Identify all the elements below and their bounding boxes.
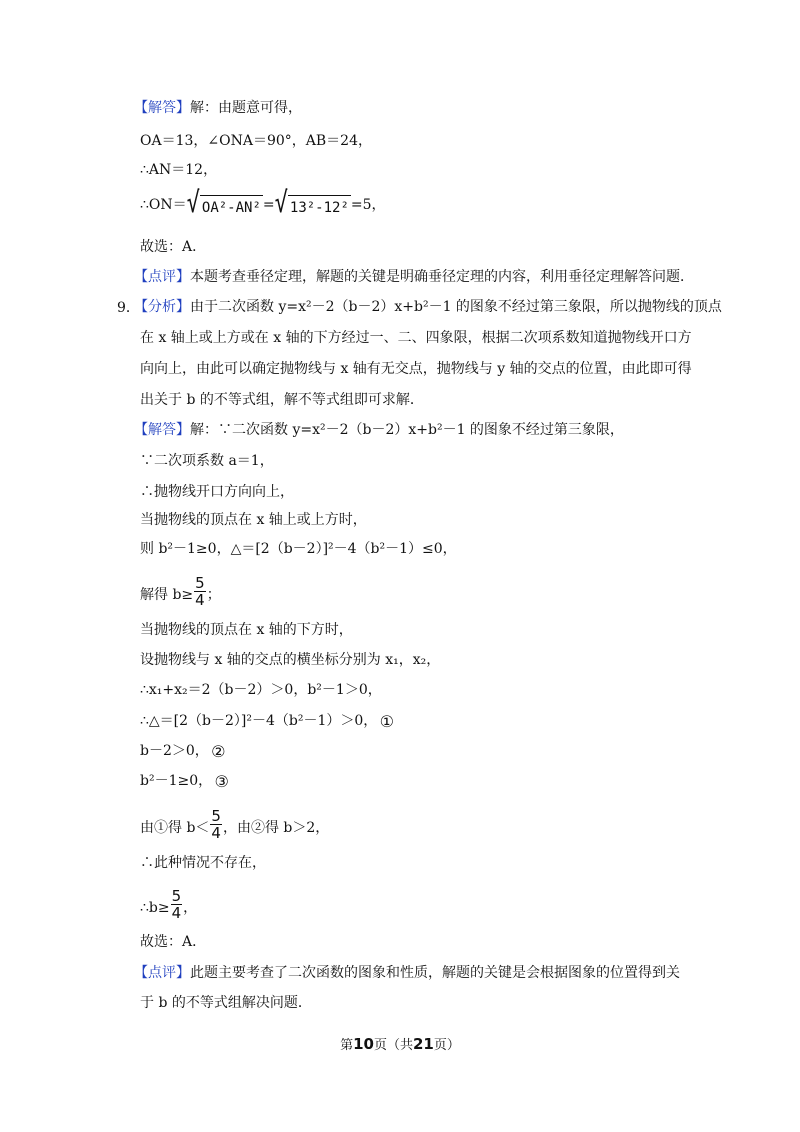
q8-result: =5， (350, 197, 386, 213)
total-pages: 21 (413, 1035, 434, 1053)
q9-sol-15 (140, 888, 197, 921)
q9-analysis-4: 出关于 b 的不等式组，解不等式组即可求解． (140, 392, 424, 408)
q9-choose: 故选：A． (140, 934, 207, 950)
footer-mid: 页（共 (373, 1038, 413, 1053)
q9-sol-6-prefix: 解得 b≥ (140, 587, 194, 603)
q9-sol-13-a: 由①得 b＜ (140, 820, 210, 836)
q9-sol-11: b－2＞0， (140, 743, 209, 759)
q9-sol-15-prefix: ∴b≥ (140, 900, 170, 916)
q8-answer-intro: 解：由题意可得， (190, 100, 302, 116)
comment-tag-2: 【点评】 (134, 965, 190, 981)
q9-analysis-2: 在 x 轴上或上方或在 x 轴的下方经过一、二、四象限，根据二次项系数知道抛物线开口方 (140, 330, 692, 346)
fraction-5-4-c (171, 888, 183, 921)
fraction-denominator: 4 (195, 591, 205, 609)
fraction-5-4-b (210, 808, 222, 841)
sqrt-expression-1: √ OA²-AN² (186, 187, 261, 220)
q9-sol-10-line (140, 711, 394, 731)
q9-sol-5: 则 b²－1≥0，△＝[2（b－2）]²－4（b²－1）≤0， (140, 541, 457, 557)
sqrt-body-2: 13²-12² (288, 195, 351, 218)
fraction-denominator-c: 4 (171, 904, 182, 922)
analysis-tag: 【分析】 (134, 299, 190, 315)
q8-equals: = (262, 197, 275, 213)
q8-on-prefix: ∴ON＝ (140, 197, 187, 213)
current-page-number: 10 (353, 1035, 374, 1053)
q9-solution-line-1 (134, 420, 624, 440)
q9-comment-2: 于 b 的不等式组解决问题． (140, 995, 312, 1011)
circled-number-2: ② (211, 741, 226, 761)
q9-sol-11-line (140, 741, 226, 761)
comment-tag: 【点评】 (134, 269, 190, 285)
fraction-numerator-b: 5 (211, 807, 221, 825)
answer-tag-2: 【解答】 (134, 422, 190, 438)
q9-sol-6 (140, 575, 221, 608)
q8-answer-line (134, 98, 302, 118)
q9-sol-14: ∴此种情况不存在， (140, 855, 266, 871)
q8-comment: 本题考查垂径定理，解题的关键是明确垂径定理的内容，利用垂径定理解答问题． (190, 269, 694, 285)
q9-sol-12: b²－1≥0， (140, 773, 213, 789)
fraction-numerator-c: 5 (171, 887, 182, 905)
q9-sol-12-line (140, 771, 229, 791)
footer-pre: 第 (340, 1038, 354, 1053)
q9-sol-2: ∵二次项系数 a＝1， (140, 453, 274, 469)
q9-sol-3: ∴抛物线开口方向向上， (140, 484, 294, 500)
q9-sol-10: ∴△＝[2（b－2）]²－4（b²－1）＞0， (140, 713, 378, 729)
circled-number-3: ③ (214, 771, 229, 791)
q9-sol-8: 设抛物线与 x 轴的交点的横坐标分别为 x₁，x₂， (140, 652, 441, 668)
q8-comment-line (134, 267, 694, 287)
q8-on-line (140, 187, 386, 220)
fraction-numerator: 5 (195, 574, 205, 592)
q9-sol-1: 解：∵二次函数 y=x²－2（b－2）x+b²－1 的图象不经过第三象限， (190, 422, 624, 438)
q9-sol-13-b: ，由②得 b＞2， (222, 820, 330, 836)
q9-sol-6-suffix: ； (206, 587, 221, 603)
answer-tag: 【解答】 (134, 100, 190, 116)
q9-analysis-1: 由于二次函数 y=x²－2（b－2）x+b²－1 的图象不经过第三象限，所以抛物线的顶点 (190, 299, 722, 315)
q9-analysis-line-1 (134, 297, 722, 317)
q8-an: ∴AN＝12， (140, 162, 218, 178)
fraction-5-4 (194, 575, 206, 608)
q9-sol-7: 当抛物线的顶点在 x 轴的下方时， (140, 622, 353, 638)
circled-number-1: ① (379, 711, 394, 731)
fraction-denominator-b: 4 (211, 824, 221, 842)
q9-sol-13 (140, 808, 329, 841)
q9-sol-4: 当抛物线的顶点在 x 轴上或上方时， (140, 512, 367, 528)
footer-post: 页） (433, 1038, 460, 1053)
q9-analysis-3: 向向上，由此可以确定抛物线与 x 轴有无交点，抛物线与 y 轴的交点的位置，由此即可得 (140, 361, 692, 377)
q9-comment-line-1 (134, 963, 680, 983)
q9-comment-1: 此题主要考查了二次函数的图象和性质，解题的关键是会根据图象的位置得到关 (190, 965, 680, 981)
sqrt-expression-2: √ 13²-12² (274, 187, 349, 220)
q8-choose: 故选：A． (140, 239, 207, 255)
q9-sol-9: ∴x₁+x₂＝2（b－2）＞0，b²－1＞0， (140, 682, 382, 698)
page-footer (0, 1034, 800, 1053)
question-number: 9． (117, 300, 140, 316)
q8-given: OA＝13，∠ONA＝90°，AB＝24， (140, 133, 372, 149)
q9-sol-15-suffix: ， (183, 900, 198, 916)
sqrt-body-1: OA²-AN² (200, 195, 263, 218)
